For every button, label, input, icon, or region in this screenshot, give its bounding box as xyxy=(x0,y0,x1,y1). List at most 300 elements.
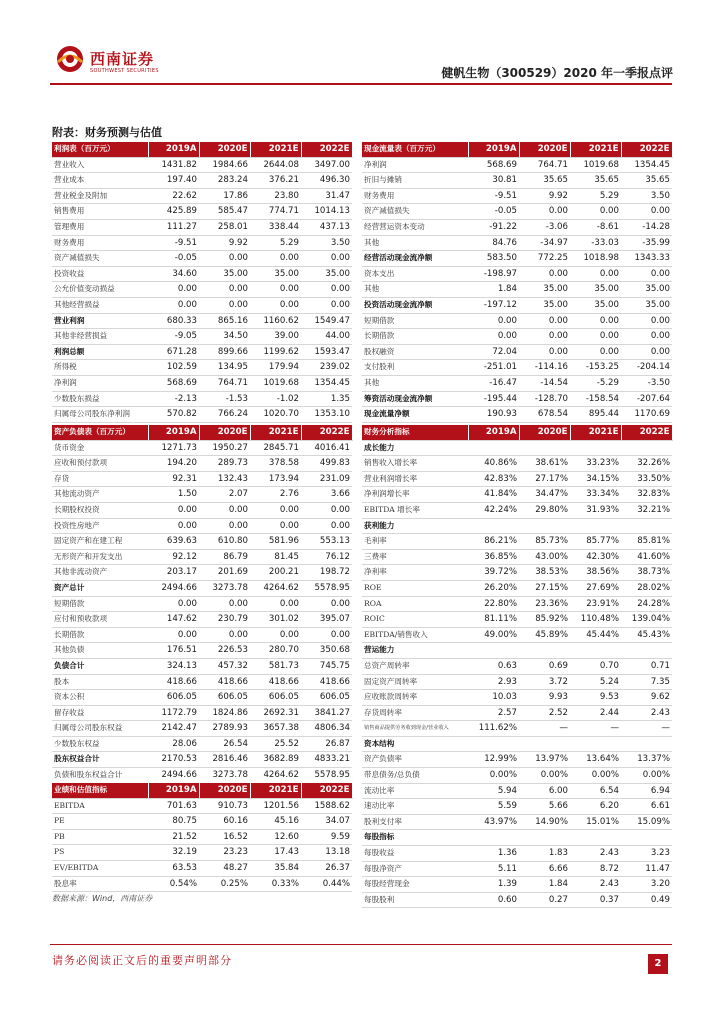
row-label: 投资活动现金流净额 xyxy=(362,297,468,313)
table-title-cell: 财务分析指标 xyxy=(362,425,468,440)
row-label: 毛利率 xyxy=(362,534,468,550)
value-cell: 49.00% xyxy=(468,627,519,643)
year-header-cell: 2020E xyxy=(199,425,250,440)
value-cell: 0.69 xyxy=(519,658,570,674)
value-cell xyxy=(621,518,672,534)
value-cell: 418.66 xyxy=(148,674,199,690)
value-cell: 2142.47 xyxy=(148,721,199,737)
row-label: 销售商品提供劳务收到现金/营业收入 xyxy=(362,721,468,737)
value-cell: -207.64 xyxy=(621,391,672,407)
value-cell: 0.00 xyxy=(621,266,672,282)
row-label: ROIC xyxy=(362,612,468,628)
value-cell: 34.15% xyxy=(570,471,621,487)
value-cell: 4833.21 xyxy=(301,752,352,768)
value-cell: -197.12 xyxy=(468,297,519,313)
table-row xyxy=(362,157,672,173)
value-cell: 3.66 xyxy=(301,487,352,503)
row-label: 其他非经营损益 xyxy=(52,329,148,345)
value-cell: 1019.68 xyxy=(570,157,621,173)
row-label: 其他 xyxy=(362,235,468,251)
value-cell: 0.63 xyxy=(468,658,519,674)
value-cell: 2.93 xyxy=(468,674,519,690)
financial-ratios-table xyxy=(362,425,673,908)
value-cell: 23.23 xyxy=(199,845,250,861)
table-row xyxy=(52,829,352,845)
value-cell: 44.00 xyxy=(301,329,352,345)
value-cell: 76.12 xyxy=(301,549,352,565)
value-cell: 5.29 xyxy=(250,235,301,251)
row-label: 每股经营现金 xyxy=(362,877,468,893)
value-cell: 32.26% xyxy=(621,456,672,472)
value-cell: 553.13 xyxy=(301,534,352,550)
row-label: 资产减值损失 xyxy=(362,204,468,220)
row-label: 三费率 xyxy=(362,549,468,565)
value-cell: 1.39 xyxy=(468,877,519,893)
table-row xyxy=(52,596,352,612)
year-header-cell: 2022E xyxy=(621,142,672,157)
row-label: 营业利润 xyxy=(52,313,148,329)
value-cell: 81.11% xyxy=(468,612,519,628)
value-cell: 17.86 xyxy=(199,188,250,204)
row-label: 经营营运资本变动 xyxy=(362,219,468,235)
value-cell: 0.70 xyxy=(570,658,621,674)
table-row xyxy=(362,846,672,862)
value-cell: 0.25% xyxy=(199,876,250,892)
value-cell: 418.66 xyxy=(301,674,352,690)
value-cell: 0.54% xyxy=(148,876,199,892)
value-cell: 85.81% xyxy=(621,534,672,550)
value-cell: 42.83% xyxy=(468,471,519,487)
value-cell: 32.19 xyxy=(148,845,199,861)
row-label: 股东权益合计 xyxy=(52,752,148,768)
table-row xyxy=(52,487,352,503)
value-cell: -158.54 xyxy=(570,391,621,407)
value-cell: 0.00 xyxy=(250,297,301,313)
value-cell: 41.84% xyxy=(468,487,519,503)
value-cell: 239.02 xyxy=(301,360,352,376)
table-header-row xyxy=(362,425,672,440)
value-cell: 32.21% xyxy=(621,502,672,518)
value-cell: 38.53% xyxy=(519,565,570,581)
table-row xyxy=(52,456,352,472)
table-header-row xyxy=(52,142,352,157)
value-cell: 80.75 xyxy=(148,814,199,830)
table-row xyxy=(52,235,352,251)
row-label: 投资性房地产 xyxy=(52,518,148,534)
value-cell: 1170.69 xyxy=(621,407,672,423)
table-row xyxy=(52,518,352,534)
value-cell: 23.80 xyxy=(250,188,301,204)
table-row xyxy=(52,282,352,298)
row-label: PS xyxy=(52,845,148,861)
value-cell: 1.50 xyxy=(148,487,199,503)
value-cell: 147.62 xyxy=(148,612,199,628)
value-cell: 3.50 xyxy=(301,235,352,251)
row-label: 短期借款 xyxy=(52,596,148,612)
row-label: 无形资产和开发支出 xyxy=(52,549,148,565)
value-cell: 34.50 xyxy=(199,329,250,345)
value-cell: 895.44 xyxy=(570,407,621,423)
value-cell: -34.97 xyxy=(519,235,570,251)
row-label: 带息债务/总负债 xyxy=(362,768,468,784)
year-header-cell: 2020E xyxy=(199,783,250,798)
year-header-cell: 2021E xyxy=(250,783,301,798)
value-cell: 92.31 xyxy=(148,471,199,487)
value-cell: 606.05 xyxy=(199,690,250,706)
value-cell: 92.12 xyxy=(148,549,199,565)
row-label: 归属母公司股东权益 xyxy=(52,721,148,737)
table-row xyxy=(362,643,672,659)
row-label: 所得税 xyxy=(52,360,148,376)
row-label: 财务费用 xyxy=(362,188,468,204)
table-row xyxy=(52,407,352,423)
table-row xyxy=(52,219,352,235)
value-cell: -153.25 xyxy=(570,360,621,376)
value-cell: -3.50 xyxy=(621,375,672,391)
value-cell: 39.72% xyxy=(468,565,519,581)
value-cell: 190.93 xyxy=(468,407,519,423)
value-cell: 2789.93 xyxy=(199,721,250,737)
value-cell: 27.69% xyxy=(570,580,621,596)
row-label: 营业税金及附加 xyxy=(52,188,148,204)
value-cell: 0.00 xyxy=(621,204,672,220)
value-cell: 48.27 xyxy=(199,860,250,876)
year-header-cell: 2022E xyxy=(301,783,352,798)
value-cell: 8.72 xyxy=(570,861,621,877)
value-cell: 3.72 xyxy=(519,674,570,690)
value-cell: 12.60 xyxy=(250,829,301,845)
value-cell: 197.40 xyxy=(148,173,199,189)
value-cell xyxy=(621,736,672,752)
value-cell: 0.00 xyxy=(570,204,621,220)
value-cell: 102.59 xyxy=(148,360,199,376)
year-header-cell: 2019A xyxy=(468,142,519,157)
year-header-cell: 2021E xyxy=(570,425,621,440)
value-cell: -128.70 xyxy=(519,391,570,407)
value-cell: 27.17% xyxy=(519,471,570,487)
value-cell: 6.66 xyxy=(519,861,570,877)
value-cell: -9.51 xyxy=(468,188,519,204)
table-row xyxy=(52,860,352,876)
value-cell: 0.00 xyxy=(148,502,199,518)
table-row xyxy=(362,204,672,220)
value-cell: 40.86% xyxy=(468,456,519,472)
value-cell: 0.00 xyxy=(621,329,672,345)
table-row xyxy=(52,736,352,752)
value-cell: 194.20 xyxy=(148,456,199,472)
value-cell: 84.76 xyxy=(468,235,519,251)
value-cell: 4016.41 xyxy=(301,440,352,456)
row-label: ROA xyxy=(362,596,468,612)
value-cell: 0.00 xyxy=(301,518,352,534)
value-cell: 34.47% xyxy=(519,487,570,503)
table-row xyxy=(52,612,352,628)
value-cell xyxy=(621,440,672,456)
row-label: 少数股东权益 xyxy=(52,736,148,752)
value-cell: 418.66 xyxy=(250,674,301,690)
value-cell: 2692.31 xyxy=(250,705,301,721)
year-header-cell: 2022E xyxy=(301,425,352,440)
value-cell: 0.33% xyxy=(250,876,301,892)
balance-sheet-table xyxy=(52,425,353,784)
value-cell: 338.44 xyxy=(250,219,301,235)
table-row xyxy=(362,580,672,596)
row-label: 应收和预付款项 xyxy=(52,456,148,472)
value-cell: 0.00 xyxy=(250,596,301,612)
value-cell: 26.54 xyxy=(199,736,250,752)
value-cell: 0.00 xyxy=(301,251,352,267)
value-cell: 258.01 xyxy=(199,219,250,235)
value-cell xyxy=(468,518,519,534)
table-row xyxy=(362,329,672,345)
value-cell xyxy=(621,643,672,659)
value-cell: 38.61% xyxy=(519,456,570,472)
row-label: 固定资产周转率 xyxy=(362,674,468,690)
table-row xyxy=(362,266,672,282)
value-cell: 32.83% xyxy=(621,487,672,503)
value-cell: 639.63 xyxy=(148,534,199,550)
row-label: 总资产周转率 xyxy=(362,658,468,674)
value-cell xyxy=(621,830,672,846)
table-row xyxy=(52,297,352,313)
row-label: PE xyxy=(52,814,148,830)
value-cell: 0.00 xyxy=(199,627,250,643)
value-cell: 12.99% xyxy=(468,752,519,768)
value-cell: 86.21% xyxy=(468,534,519,550)
row-label: 流动比率 xyxy=(362,783,468,799)
table-row xyxy=(362,282,672,298)
year-header-cell: 2019A xyxy=(148,783,199,798)
value-cell: 3841.27 xyxy=(301,705,352,721)
value-cell: 745.75 xyxy=(301,658,352,674)
value-cell: 2.07 xyxy=(199,487,250,503)
table-row xyxy=(362,814,672,830)
value-cell: 31.93% xyxy=(570,502,621,518)
row-label: 净利率 xyxy=(362,565,468,581)
table-row xyxy=(52,674,352,690)
table-row xyxy=(362,502,672,518)
value-cell: 35.00 xyxy=(570,282,621,298)
value-cell: 42.24% xyxy=(468,502,519,518)
table-row xyxy=(362,344,672,360)
value-cell: 772.25 xyxy=(519,251,570,267)
value-cell: 0.00% xyxy=(570,768,621,784)
row-label: 速动比率 xyxy=(362,799,468,815)
value-cell: 203.17 xyxy=(148,565,199,581)
value-cell: 26.20% xyxy=(468,580,519,596)
table-row xyxy=(362,736,672,752)
table-title-cell: 资产负债表（百万元） xyxy=(52,425,148,440)
table-row xyxy=(52,188,352,204)
table-row xyxy=(362,612,672,628)
value-cell: 6.61 xyxy=(621,799,672,815)
row-label: 管理费用 xyxy=(52,219,148,235)
value-cell: 2.52 xyxy=(519,705,570,721)
value-cell: 680.33 xyxy=(148,313,199,329)
value-cell: 0.00 xyxy=(199,251,250,267)
table-row xyxy=(52,643,352,659)
value-cell: -195.44 xyxy=(468,391,519,407)
value-cell: 496.30 xyxy=(301,173,352,189)
row-label: 经营活动现金流净额 xyxy=(362,251,468,267)
value-cell: 7.35 xyxy=(621,674,672,690)
table-row xyxy=(362,297,672,313)
row-label: 销售收入增长率 xyxy=(362,456,468,472)
value-cell: 1824.86 xyxy=(199,705,250,721)
table-header-row xyxy=(362,142,672,157)
value-cell: 1271.73 xyxy=(148,440,199,456)
value-cell: 134.95 xyxy=(199,360,250,376)
value-cell: 111.62% xyxy=(468,721,519,737)
value-cell: 35.00 xyxy=(519,297,570,313)
value-cell: 86.79 xyxy=(199,549,250,565)
value-cell: 15.01% xyxy=(570,814,621,830)
value-cell: 198.72 xyxy=(301,565,352,581)
value-cell: 425.89 xyxy=(148,204,199,220)
year-header-cell: 2020E xyxy=(199,142,250,157)
value-cell: 2.57 xyxy=(468,705,519,721)
income-statement-table xyxy=(52,142,353,423)
table-row xyxy=(362,752,672,768)
value-cell: 2644.08 xyxy=(250,157,301,173)
table-row xyxy=(362,313,672,329)
value-cell: -9.51 xyxy=(148,235,199,251)
value-cell: 1984.66 xyxy=(199,157,250,173)
value-cell: -198.97 xyxy=(468,266,519,282)
value-cell: 910.73 xyxy=(199,798,250,814)
table-row xyxy=(52,721,352,737)
page-number: 2 xyxy=(648,954,668,974)
table-row xyxy=(52,251,352,267)
value-cell: 0.00 xyxy=(250,251,301,267)
value-cell: 231.09 xyxy=(301,471,352,487)
value-cell: 0.00 xyxy=(301,627,352,643)
value-cell: 35.84 xyxy=(250,860,301,876)
value-cell: 0.00 xyxy=(468,313,519,329)
value-cell: 0.00 xyxy=(301,502,352,518)
value-cell: 23.36% xyxy=(519,596,570,612)
table-row xyxy=(362,456,672,472)
value-cell: 35.00 xyxy=(621,297,672,313)
row-label: 其他非流动资产 xyxy=(52,565,148,581)
value-cell: 2.43 xyxy=(570,846,621,862)
row-label: ROE xyxy=(362,580,468,596)
value-cell: 0.00 xyxy=(301,596,352,612)
value-cell: 22.62 xyxy=(148,188,199,204)
value-cell: 0.27 xyxy=(519,892,570,908)
value-cell: 36.85% xyxy=(468,549,519,565)
value-cell: 5.11 xyxy=(468,861,519,877)
value-cell: 1020.70 xyxy=(250,407,301,423)
value-cell: 324.13 xyxy=(148,658,199,674)
value-cell: 28.02% xyxy=(621,580,672,596)
value-cell: 0.00 xyxy=(570,266,621,282)
data-source-note: 数据来源：Wind，西南证券 xyxy=(52,894,153,903)
value-cell xyxy=(468,440,519,456)
value-cell: 280.70 xyxy=(250,643,301,659)
table-row xyxy=(52,204,352,220)
row-label: 存货周转率 xyxy=(362,705,468,721)
row-label: 利润总额 xyxy=(52,344,148,360)
row-label: 短期借款 xyxy=(362,313,468,329)
table-row xyxy=(52,391,352,407)
row-label: 净利润增长率 xyxy=(362,487,468,503)
header-divider xyxy=(50,83,672,85)
value-cell: -251.01 xyxy=(468,360,519,376)
table-header-row xyxy=(52,425,352,440)
row-label: 存货 xyxy=(52,471,148,487)
value-cell: 6.20 xyxy=(570,799,621,815)
row-label: 归属母公司股东净利润 xyxy=(52,407,148,423)
row-label: 固定资产和在建工程 xyxy=(52,534,148,550)
value-cell: 14.90% xyxy=(519,814,570,830)
value-cell xyxy=(468,643,519,659)
value-cell: 0.00 xyxy=(301,297,352,313)
value-cell: 671.28 xyxy=(148,344,199,360)
value-cell xyxy=(570,440,621,456)
row-label: 股权融资 xyxy=(362,344,468,360)
value-cell: 1431.82 xyxy=(148,157,199,173)
value-cell: 35.00 xyxy=(621,282,672,298)
value-cell: 81.45 xyxy=(250,549,301,565)
value-cell: 0.00 xyxy=(570,344,621,360)
value-cell: 24.28% xyxy=(621,596,672,612)
value-cell: 0.00 xyxy=(301,282,352,298)
valuation-metrics-table xyxy=(52,783,353,892)
value-cell: 2.43 xyxy=(570,877,621,893)
value-cell: 610.80 xyxy=(199,534,250,550)
value-cell: 499.83 xyxy=(301,456,352,472)
table-row xyxy=(362,830,672,846)
value-cell xyxy=(570,830,621,846)
row-label: 支付股利 xyxy=(362,360,468,376)
row-label: 营运能力 xyxy=(362,643,468,659)
value-cell: 1019.68 xyxy=(250,375,301,391)
value-cell: 13.64% xyxy=(570,752,621,768)
table-row xyxy=(362,375,672,391)
appendix-title: 附表：财务预测与估值 xyxy=(52,126,162,139)
value-cell: 0.49 xyxy=(621,892,672,908)
table-header-row xyxy=(52,783,352,798)
row-label: 筹资活动现金流净额 xyxy=(362,391,468,407)
value-cell: 0.44% xyxy=(301,876,352,892)
value-cell: 568.69 xyxy=(148,375,199,391)
value-cell: 9.59 xyxy=(301,829,352,845)
table-row xyxy=(362,783,672,799)
value-cell: 43.97% xyxy=(468,814,519,830)
value-cell: 2845.71 xyxy=(250,440,301,456)
value-cell: 111.27 xyxy=(148,219,199,235)
row-label: 公允价值变动损益 xyxy=(52,282,148,298)
value-cell: 2.43 xyxy=(621,705,672,721)
value-cell: 581.96 xyxy=(250,534,301,550)
value-cell: 15.09% xyxy=(621,814,672,830)
row-label: 投资收益 xyxy=(52,266,148,282)
table-row xyxy=(362,188,672,204)
value-cell: 283.24 xyxy=(199,173,250,189)
value-cell: 9.53 xyxy=(570,690,621,706)
value-cell: — xyxy=(621,721,672,737)
value-cell: 25.52 xyxy=(250,736,301,752)
table-row xyxy=(52,549,352,565)
value-cell: 35.00 xyxy=(199,266,250,282)
value-cell: 22.80% xyxy=(468,596,519,612)
table-row xyxy=(52,360,352,376)
year-header-cell: 2022E xyxy=(621,425,672,440)
value-cell: 35.65 xyxy=(519,173,570,189)
value-cell xyxy=(468,736,519,752)
row-label: EBITDA 增长率 xyxy=(362,502,468,518)
